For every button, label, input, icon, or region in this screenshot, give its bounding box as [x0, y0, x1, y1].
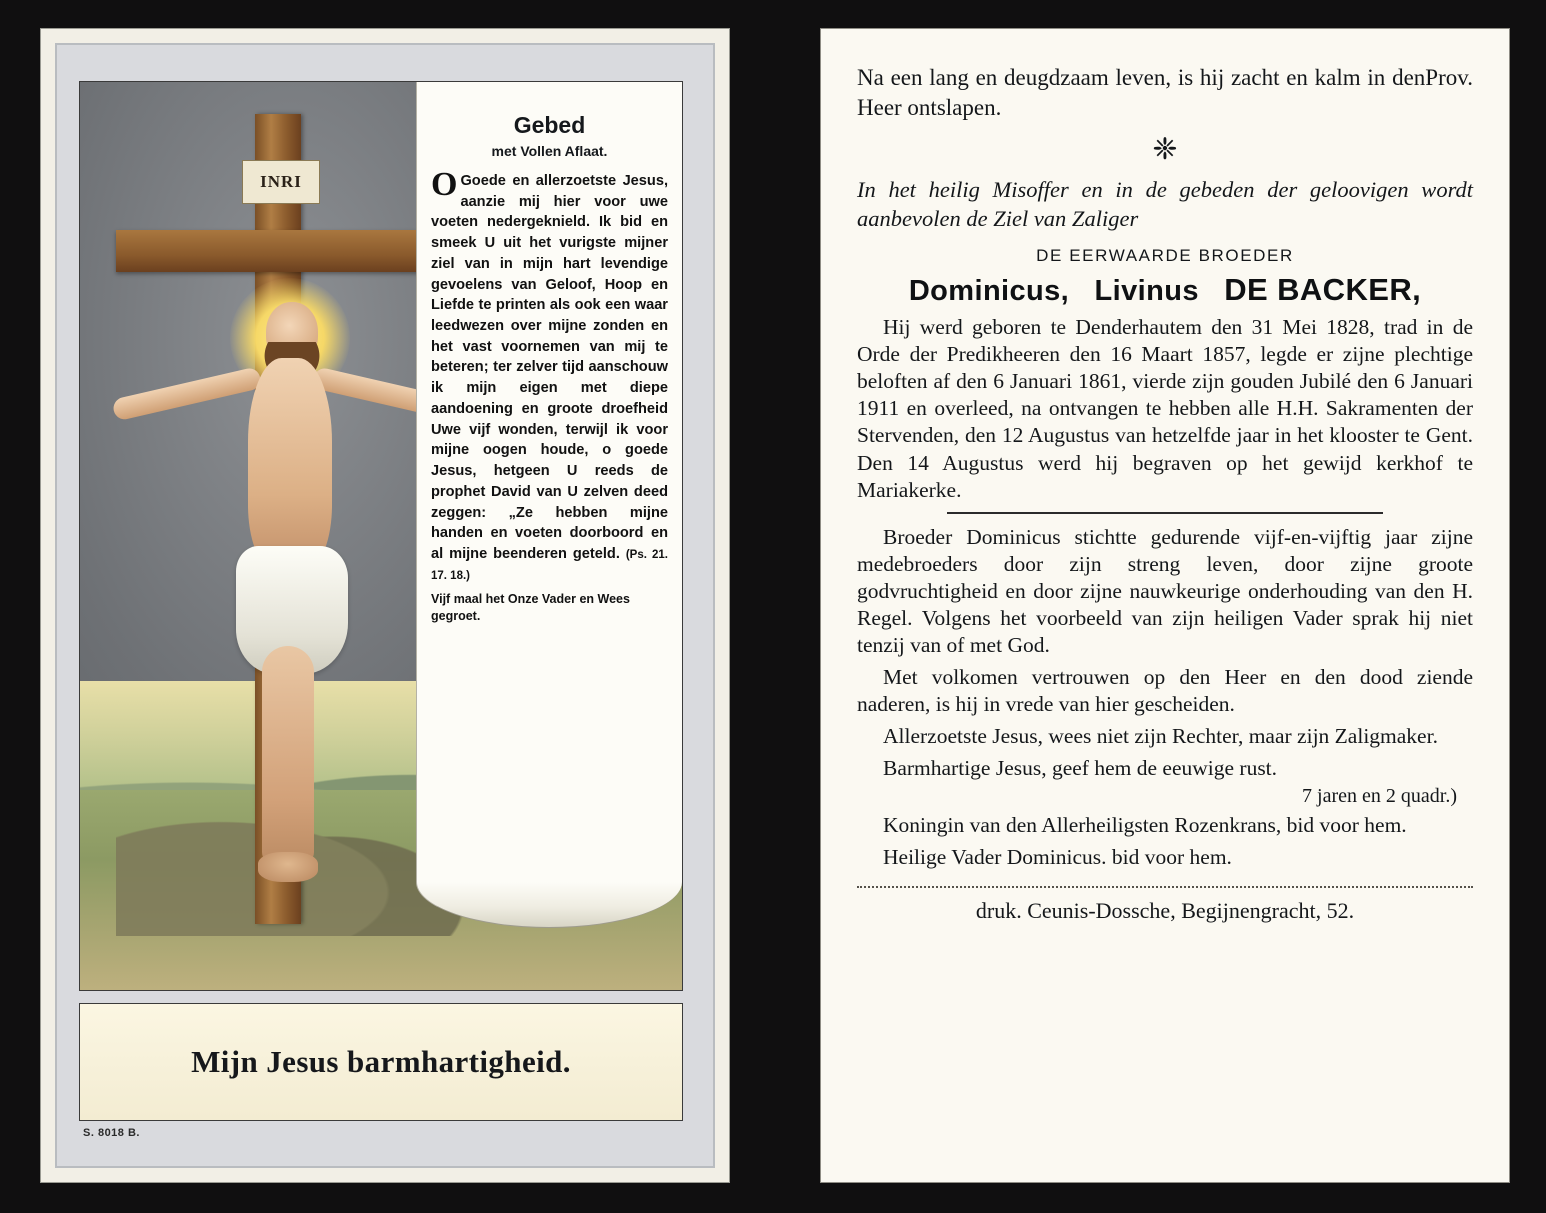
prayer-text: Goede en allerzoetste Jesus, aanzie mij hier voor uwe voeten nedergeknield. Ik bid en smeek U uit het vurigste mijner ziel van in mijn hart levendige gevoelens van Geloof, Hoop en Liefde te printen als ook een waar leedwezen over mijne zonden en het vast voornemen van mij te beteren; ter zelver tijd aanschouw ik mijn eigen met diepe aandoening en groote droefheid Uwe vijf wonden, terwijl ik voor mijne oogen houde, o goede Jesus, hetgeen U reeds de prophet David van U zelven deed zeggen: „Ze hebben mijne handen en voeten doorboord en al mijne beenderen geteld. [431, 173, 668, 562]
prayer-dropcap: O [431, 166, 458, 203]
paragraph-4: Barmhartige Jesus, geef hem de eeuwige rust. [883, 756, 1278, 781]
name-first: Dominicus, [908, 275, 1070, 308]
inri-placard: INRI [242, 160, 320, 204]
invocation-text: In het heilig Misoffer en in de gebeden der geloovigen wordt aanbevolen de Ziel van Zaliger [857, 176, 1473, 232]
prayer-panel [416, 82, 682, 882]
section-divider [947, 512, 1383, 514]
cross-ornament-icon: ❈ [1152, 132, 1178, 166]
role-title: DE EERWAARDE BROEDER [1036, 246, 1294, 266]
biography-body: Hij werd geboren te Denderhautem den 31 Mei 1828, trad in de Orde der Predikheeren den 16 Maart 1857, legde er zijne plechtige beloften af den 6 Januari 1861, vierde zijn gouden Jubilé den 6 Januari 1911 en overleed, na ontvangen te hebben alle H.H. Sakramenten der Stervenden, den 12 Augustus van hetzelfde jaar in het klooster te Gent. Den 14 Augustus werd hij begraven op het gewijd kerkhof te Mariakerke. [857, 315, 1473, 502]
torso [248, 358, 332, 568]
invocation-1: Koningin van den Allerheiligsten Rozenkrans, bid voor hem. [883, 813, 1407, 838]
prayer-note: Vijf maal het Onze Vader en Wees gegroet. [431, 592, 630, 623]
invocation-2: Heilige Vader Dominicus. bid voor hem. [883, 845, 1232, 870]
biography-text [857, 314, 1473, 504]
lead-text [857, 63, 1473, 123]
name-middle: Livinus [1094, 275, 1199, 308]
paragraph-2: Met volkomen vertrouwen op den Heer en den dood ziende naderen, is hij in vrede van hier gescheiden. [857, 665, 1473, 717]
prayer-subtitle: met Vollen Aflaat. [491, 143, 608, 159]
caption-text: Mijn Jesus barmhartigheid. [191, 1044, 571, 1079]
feet [258, 852, 318, 882]
prayer-reference: (Ps. 21. 17. 18.) [431, 548, 668, 582]
lead-abbreviation: Prov. [1425, 65, 1473, 90]
legs [262, 646, 314, 866]
prayer-title: Gebed [513, 112, 586, 138]
prayer-body [431, 166, 668, 585]
caption-box [79, 1003, 683, 1121]
right-card [820, 28, 1510, 1183]
printer-divider [857, 886, 1473, 888]
printer-credit: druk. Ceunis-Dossche, Begijnengracht, 52. [975, 897, 1355, 923]
christ-figure [232, 296, 344, 876]
cross-horizontal-beam [116, 230, 446, 272]
left-card [40, 28, 730, 1183]
paragraph-3: Allerzoetste Jesus, wees niet zijn Rechter, maar zijn Zaligmaker. [883, 724, 1438, 749]
deceased-name [857, 272, 1473, 308]
lead-sentence: Na een lang en deugdzaam leven, is hij zacht en kalm in den Heer ontslapen. [857, 65, 1426, 120]
name-last: DE BACKER, [1224, 272, 1422, 308]
printer-mark: S. 8018 B. [83, 1127, 140, 1139]
paragraph-1: Broeder Dominicus stichtte gedurende vijf-en-vijftig jaar zijne medebroeders door zijn streng leven, door zijne groote godvruchtigheid en door zijne nauwkeurige onderhouding van den H. Regel. Volgens het voorbeeld van zijn heiligen Vader sprak hij niet tenzij van of met God. [857, 524, 1473, 658]
indulgence-note: 7 jaren en 2 quadr.) [1302, 785, 1457, 808]
crucifixion-illustration [79, 81, 683, 991]
